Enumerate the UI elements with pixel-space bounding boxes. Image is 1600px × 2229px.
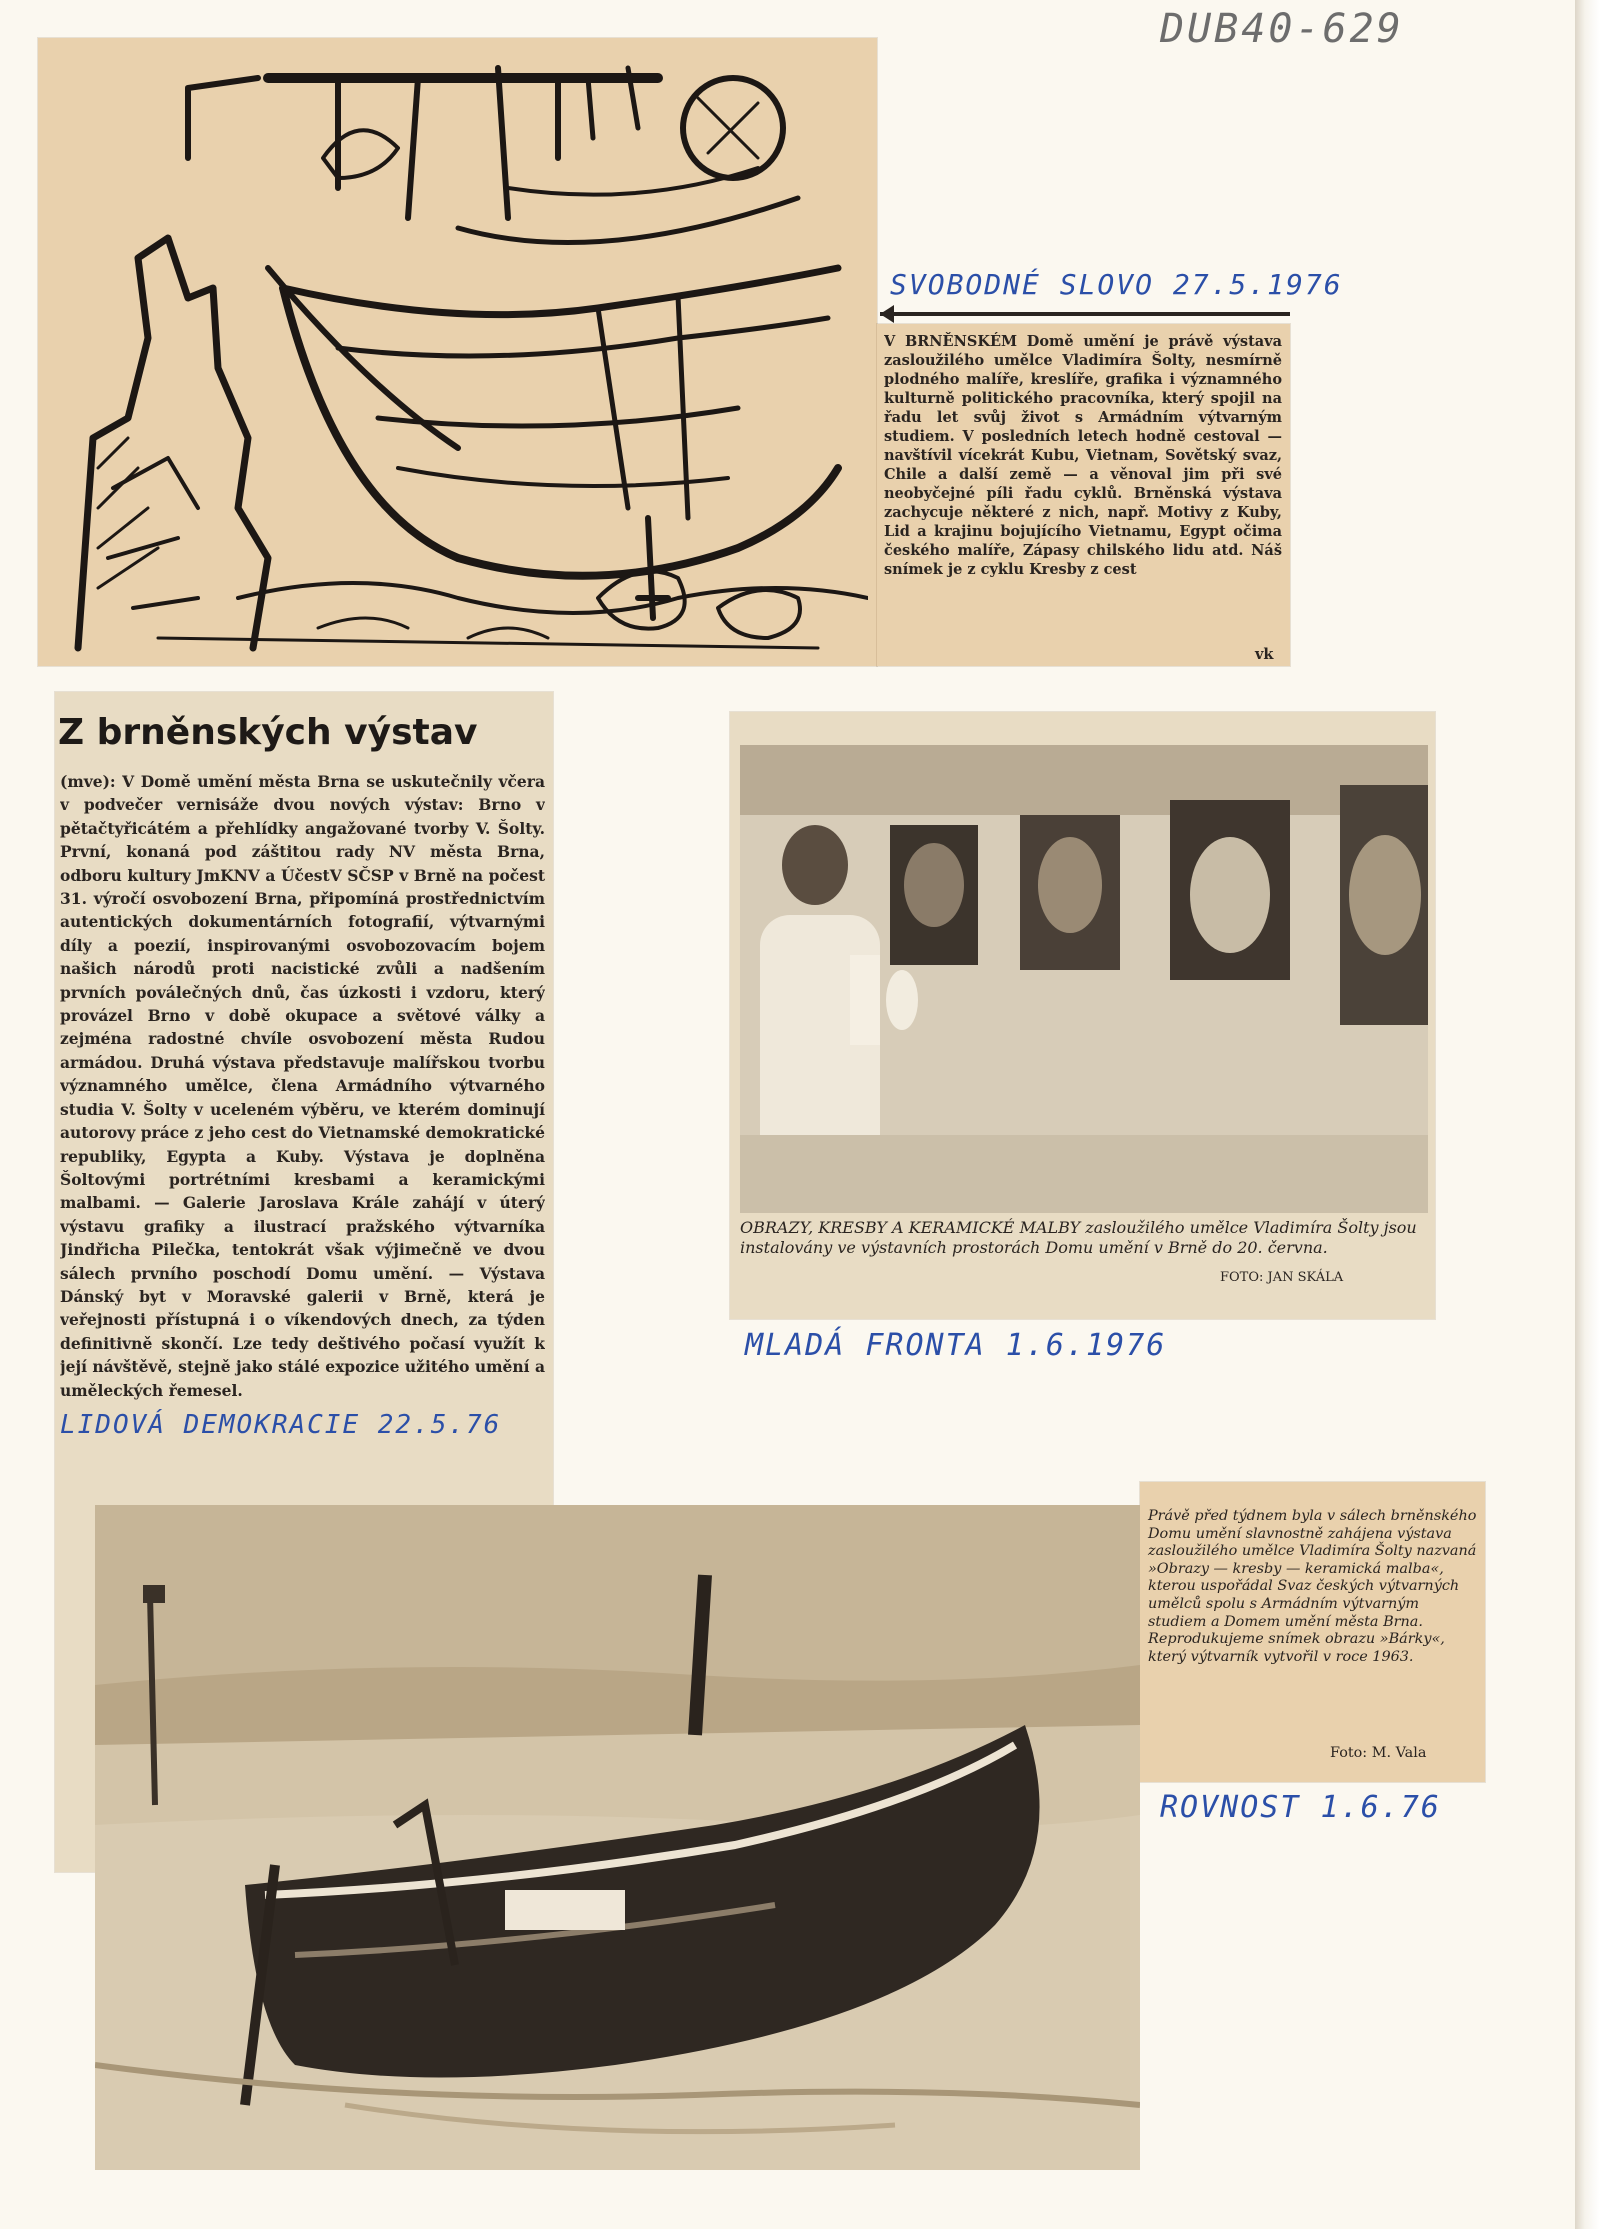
boat-drawing xyxy=(38,38,868,666)
archive-number: DUB40-629 xyxy=(1160,6,1404,52)
boat-painting xyxy=(95,1505,1140,2170)
article-body-lidova-demokracie: (mve): V Domě umění města Brna se uskutečnily včera v podvečer vernisáže dvou nových výstav: Brno v pětačtyřicátém a přehlídky angažované tvorby V. Šolty. První, konaná pod záštitou rady NV města Brna, odboru kultury JmKNV a ÚčestV SČSP v Brně na počest 31. výročí osvobození Brna, připomíná prostřednictvím autentických dokumentárních fotografií, výtvarnými díly a poezií, inspirovanými osvobozovacím bojem našich národů proti nacistické zvůli a nadšením prvních poválečných dnů, čas úzkosti i vzdoru, který provázel Brno v době okupace a světové války a zejména radostné chvíle osvobození města Rudou armádou. Druhá výstava představuje malířskou tvorbu významného umělce, člena Armádního výtvarného studia V. Šolty v uceleném výběru, ve kterém dominují autorovy práce z jeho cest do Vietnamské demokratické republiky, Egypta a Kuby. Výstava je doplněna Šoltovými portrétními kresbami a keramickými malbami. — Galerie Jaroslava Krále zahájí v úterý výstavu grafiky a ilustrací pražského výtvarníka Jindřicha Pilečka, tentokrát však výjimečně ve dvou sálech prvního poschodí Domu umění. — Výstava Dánský byt v Moravské galerii v Brně, která je veřejnosti přístupná i o víkendových dnech, za týden definitivně skončí. Lze tedy deštivého počasí využít k její návštěvě, stejně jako stálé expozice užitého umění a uměleckých řemesel. xyxy=(60,772,545,1400)
article-body-svobodne-slovo: V BRNĚNSKÉM Domě umění je právě výstava zasloužilého umělce Vladimíra Šolty, nesmírně plodného malíře, kreslíře, grafika i významného kulturně politického pracovníka, který spojil na řadu let svůj život s Armádním výtvarným studiem. V posledních letech hodně cestoval — navštívil vícekrát Kubu, Vietnam, Sovětský svaz, Chile a další země — a věnoval jim při své neobyčejné píli řadu cyklů. Brněnská výstava zachycuje některé z nich, např. Motivy z Kuby, Lid a krajinu bojujícího Vietnamu, Egypt očima českého malíře, Zápasy chilského lidu atd. Náš snímek je z cyklu Kresby z cest xyxy=(884,333,1282,578)
photo-credit-rovnost: Foto: M. Vala xyxy=(1330,1745,1427,1761)
exhibition-photo xyxy=(740,745,1428,1213)
source-label-svobodne-slovo: SVOBODNÉ SLOVO 27.5.1976 xyxy=(890,268,1343,301)
page-edge xyxy=(1575,0,1600,2229)
source-label-rovnost: ROVNOST 1.6.76 xyxy=(1160,1790,1441,1825)
source-label-mlada-fronta: MLADÁ FRONTA 1.6.1976 xyxy=(745,1328,1167,1363)
article-body-rovnost: Právě před týdnem byla v sálech brněnského Domu umění slavnostně zahájena výstava zasloužilého umělce Vladimíra Šolty nazvaná »Obrazy — kresby — keramická malba«, kterou uspořádal Svaz českých výtvarných umělců spolu s Armádním výtvarným studiem a Domem umění města Brna. Reprodukujeme snímek obrazu »Bárky«, který výtvarník vytvořil v roce 1963. xyxy=(1148,1508,1477,1665)
clipping-svobodne-slovo xyxy=(38,38,877,666)
headline-lidova-demokracie: Z brněnských výstav xyxy=(58,712,478,753)
photo-credit-mlada-fronta: FOTO: JAN SKÁLA xyxy=(1220,1270,1344,1285)
arrow-head xyxy=(880,305,894,323)
signature-vk: vk xyxy=(1255,646,1274,663)
source-label-lidova-demokracie: LIDOVÁ DEMOKRACIE 22.5.76 xyxy=(60,1410,502,1440)
photo-caption-mlada-fronta: OBRAZY, KRESBY A KERAMICKÉ MALBY zasloužilého umělce Vladimíra Šolty jsou instalovány ve výstavních prostorách Domu umění v Brně do 20. června. xyxy=(740,1218,1417,1257)
arrow-left-icon xyxy=(880,312,1290,316)
